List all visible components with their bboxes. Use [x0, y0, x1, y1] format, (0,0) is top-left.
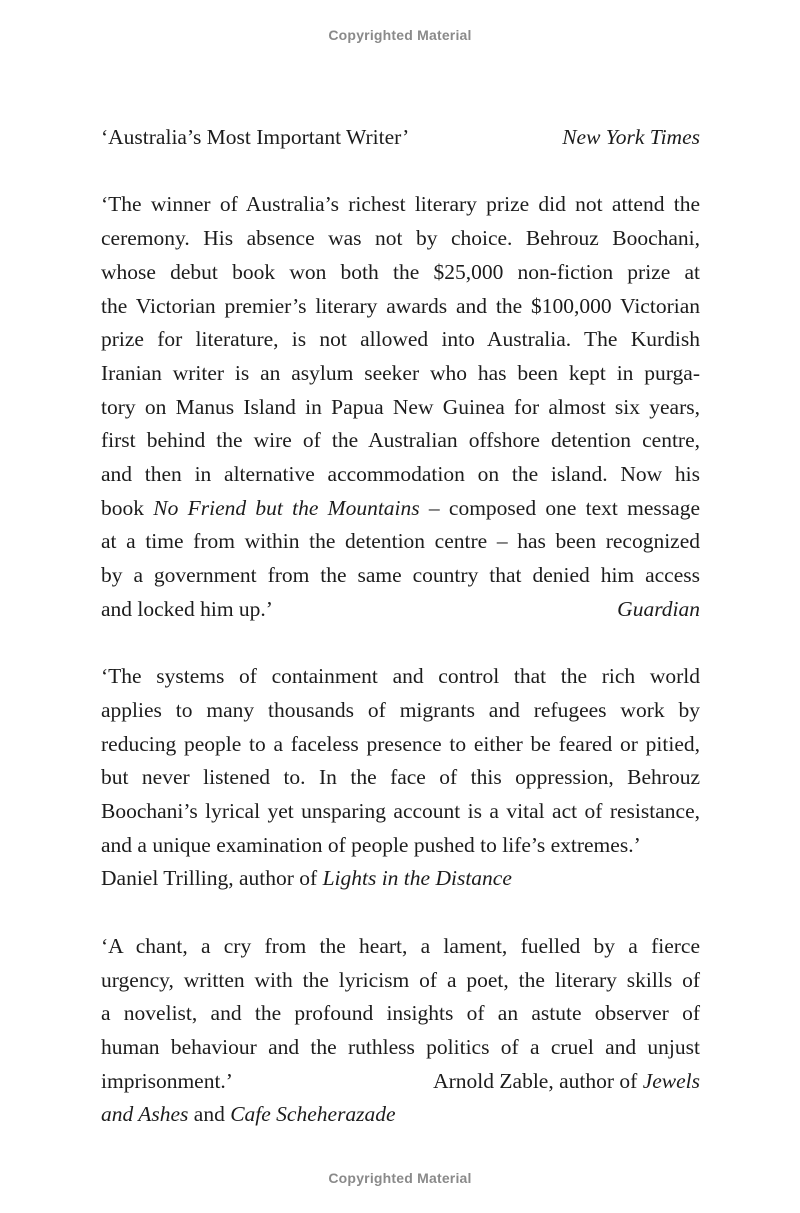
book-title: Jewels [642, 1068, 700, 1093]
quote-line [101, 492, 700, 526]
quote-line-text: book [101, 495, 154, 520]
quote-line: prize for literature, is not allowed into Australia. The Kurdish [101, 327, 700, 352]
quote-line: at a time from within the detention centre – has been recognized [101, 529, 700, 554]
quote-line-text: – composed one text message [419, 495, 700, 520]
quote-text: ‘Australia’s Most Important Writer’ [101, 125, 410, 149]
quote-line: ‘A chant, a cry from the heart, a lament, fuelled by a fierce [101, 933, 700, 958]
book-title: No Friend but the Mountains [153, 495, 420, 520]
quote-source: Guardian [617, 596, 700, 621]
quote-line: but never listened to. In the face of this oppression, Behrouz [101, 765, 700, 790]
quote-line: the Victorian premier’s literary awards and the $100,000 Victorian [101, 293, 700, 318]
copyright-watermark-top: Copyrighted Material [328, 27, 472, 43]
quote-line: human behaviour and the ruthless politics of a cruel and unjust [101, 1034, 700, 1059]
quote-attribution [433, 1065, 700, 1099]
quote-source: New York Times [562, 125, 700, 149]
quote-line: ‘The systems of containment and control that the rich world [101, 664, 700, 689]
quote-nyt [101, 121, 700, 155]
quote-line: ‘The winner of Australia’s richest literary prize did not attend the [101, 192, 700, 217]
quote-line: Iranian writer is an asylum seeker who has been kept in purga- [101, 360, 700, 385]
quote-line: ceremony. His absence was not by choice. Behrouz Boochani, [101, 226, 700, 251]
quote-guardian [101, 188, 700, 626]
quote-line: urgency, written with the lyricism of a poet, the literary skills of [101, 967, 700, 992]
quote-line: and locked him up.’ [101, 596, 273, 621]
quote-line: tory on Manus Island in Papua New Guinea for almost six years, [101, 394, 700, 419]
quote-trilling [101, 660, 700, 896]
quote-line: Boochani’s lyrical yet unsparing account is a vital act of resistance, [101, 799, 700, 824]
quote-line: and then in alternative accommodation on the island. Now his [101, 462, 700, 487]
attribution-text: Daniel Trilling, author of [101, 866, 323, 891]
quote-line: reducing people to a faceless presence to either be feared or pitied, [101, 731, 700, 756]
quote-line: by a government from the same country that denied him access [101, 563, 700, 588]
quote-line: a novelist, and the profound insights of an astute observer of [101, 1001, 700, 1026]
quote-attribution-cont [101, 1098, 700, 1132]
quote-line: applies to many thousands of migrants and refugees work by [101, 697, 700, 722]
quote-line: first behind the wire of the Australian offshore detention centre, [101, 428, 700, 453]
quote-line: whose debut book won both the $25,000 non-fiction prize at [101, 259, 700, 284]
copyright-watermark-bottom: Copyrighted Material [328, 1170, 472, 1186]
attribution-text: and [188, 1102, 231, 1127]
quote-line: and a unique examination of people pushed to life’s extremes.’ [101, 832, 641, 857]
quote-attribution [101, 862, 700, 896]
book-title: and Ashes [101, 1102, 189, 1127]
attribution-text: Arnold Zable, author of [433, 1068, 643, 1093]
praise-page [101, 121, 700, 1166]
book-title: Lights in the Distance [322, 866, 512, 891]
book-title: Cafe Scheherazade [230, 1102, 396, 1127]
quote-line: imprisonment.’ [101, 1068, 233, 1093]
quote-zable [101, 930, 700, 1132]
